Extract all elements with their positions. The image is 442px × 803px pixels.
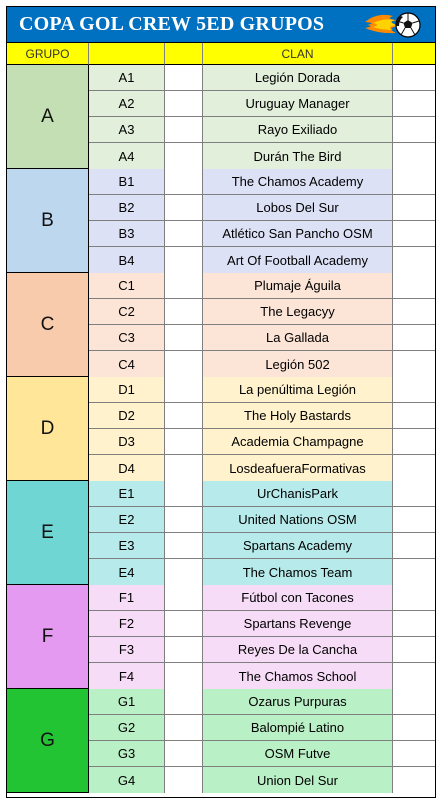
team-code-cell: G2 xyxy=(89,715,165,741)
empty-cell xyxy=(165,507,203,533)
clan-name-cell: Uruguay Manager xyxy=(203,91,393,117)
group-block-d xyxy=(7,377,435,481)
team-row xyxy=(89,481,435,507)
team-code-cell: A1 xyxy=(89,65,165,91)
empty-cell xyxy=(165,117,203,143)
header-code-blank xyxy=(89,43,165,65)
team-code-cell: G3 xyxy=(89,741,165,767)
empty-cell xyxy=(165,221,203,247)
clan-name-cell: The Legacyy xyxy=(203,299,393,325)
team-code-cell: E2 xyxy=(89,507,165,533)
empty-cell xyxy=(393,533,435,559)
empty-cell xyxy=(165,455,203,481)
team-row xyxy=(89,533,435,559)
team-row xyxy=(89,689,435,715)
team-code-cell: A2 xyxy=(89,91,165,117)
empty-cell xyxy=(165,247,203,273)
group-block-e xyxy=(7,481,435,585)
empty-cell xyxy=(165,689,203,715)
empty-cell xyxy=(165,351,203,377)
empty-cell xyxy=(393,325,435,351)
empty-cell xyxy=(165,403,203,429)
clan-name-cell: Balompié Latino xyxy=(203,715,393,741)
header-blank-right xyxy=(393,43,435,65)
team-code-cell: C2 xyxy=(89,299,165,325)
empty-cell xyxy=(165,741,203,767)
team-row xyxy=(89,429,435,455)
empty-cell xyxy=(393,559,435,585)
group-letter-cell: E xyxy=(7,481,89,584)
team-row xyxy=(89,169,435,195)
team-code-cell: G1 xyxy=(89,689,165,715)
empty-cell xyxy=(165,299,203,325)
sheet-title: COPA GOL CREW 5ED GRUPOS xyxy=(19,13,325,35)
empty-cell xyxy=(393,117,435,143)
team-row xyxy=(89,585,435,611)
team-code-cell: F4 xyxy=(89,663,165,689)
team-code-cell: B4 xyxy=(89,247,165,273)
team-row xyxy=(89,143,435,169)
empty-cell xyxy=(393,715,435,741)
team-row xyxy=(89,715,435,741)
team-code-cell: D3 xyxy=(89,429,165,455)
team-code-cell: D1 xyxy=(89,377,165,403)
clan-name-cell: Fútbol con Tacones xyxy=(203,585,393,611)
group-block-g xyxy=(7,689,435,793)
empty-cell xyxy=(393,481,435,507)
team-row xyxy=(89,559,435,585)
flaming-soccer-ball-icon xyxy=(363,10,423,40)
team-code-cell: A3 xyxy=(89,117,165,143)
team-code-cell: F2 xyxy=(89,611,165,637)
team-code-cell: E1 xyxy=(89,481,165,507)
team-code-cell: G4 xyxy=(89,767,165,793)
clan-name-cell: The Chamos Team xyxy=(203,559,393,585)
team-code-cell: F3 xyxy=(89,637,165,663)
empty-cell xyxy=(393,637,435,663)
team-row xyxy=(89,299,435,325)
header-grupo: GRUPO xyxy=(7,43,89,65)
empty-cell xyxy=(393,221,435,247)
clan-name-cell: Spartans Academy xyxy=(203,533,393,559)
clan-name-cell: LosdeafueraFormativas xyxy=(203,455,393,481)
team-code-cell: C1 xyxy=(89,273,165,299)
team-row xyxy=(89,455,435,481)
empty-cell xyxy=(165,611,203,637)
group-letter-cell: B xyxy=(7,169,89,272)
empty-cell xyxy=(393,169,435,195)
clan-name-cell: La Gallada xyxy=(203,325,393,351)
empty-cell xyxy=(165,481,203,507)
clan-name-cell: United Nations OSM xyxy=(203,507,393,533)
empty-cell xyxy=(393,585,435,611)
team-row xyxy=(89,507,435,533)
clan-name-cell: The Chamos Academy xyxy=(203,169,393,195)
group-letter-cell: D xyxy=(7,377,89,480)
empty-cell xyxy=(165,559,203,585)
team-code-cell: E3 xyxy=(89,533,165,559)
team-row xyxy=(89,637,435,663)
empty-cell xyxy=(165,169,203,195)
team-code-cell: E4 xyxy=(89,559,165,585)
header-row xyxy=(7,43,435,65)
team-row xyxy=(89,351,435,377)
team-row xyxy=(89,767,435,793)
team-row xyxy=(89,247,435,273)
team-row xyxy=(89,195,435,221)
group-letter-cell: F xyxy=(7,585,89,688)
team-row xyxy=(89,741,435,767)
groups-sheet xyxy=(6,6,436,798)
clan-name-cell: UrChanisPark xyxy=(203,481,393,507)
title-bar xyxy=(7,7,435,43)
clan-name-cell: The Chamos School xyxy=(203,663,393,689)
team-code-cell: B2 xyxy=(89,195,165,221)
clan-name-cell: Rayo Exiliado xyxy=(203,117,393,143)
team-row xyxy=(89,611,435,637)
clan-name-cell: The Holy Bastards xyxy=(203,403,393,429)
empty-cell xyxy=(165,195,203,221)
empty-cell xyxy=(165,273,203,299)
empty-cell xyxy=(393,247,435,273)
empty-cell xyxy=(165,65,203,91)
empty-cell xyxy=(393,351,435,377)
team-row xyxy=(89,403,435,429)
empty-cell xyxy=(165,143,203,169)
header-clan: CLAN xyxy=(203,43,393,65)
empty-cell xyxy=(393,767,435,793)
empty-cell xyxy=(165,767,203,793)
team-code-cell: F1 xyxy=(89,585,165,611)
empty-cell xyxy=(393,65,435,91)
empty-cell xyxy=(165,663,203,689)
team-code-cell: C3 xyxy=(89,325,165,351)
clan-name-cell: Reyes De la Cancha xyxy=(203,637,393,663)
group-block-a xyxy=(7,65,435,169)
clan-name-cell: OSM Futve xyxy=(203,741,393,767)
empty-cell xyxy=(393,611,435,637)
empty-cell xyxy=(393,455,435,481)
team-code-cell: D2 xyxy=(89,403,165,429)
empty-cell xyxy=(165,585,203,611)
group-letter-cell: A xyxy=(7,65,89,168)
empty-cell xyxy=(393,403,435,429)
empty-cell xyxy=(393,507,435,533)
team-row xyxy=(89,663,435,689)
empty-cell xyxy=(393,429,435,455)
team-code-cell: B3 xyxy=(89,221,165,247)
team-row xyxy=(89,65,435,91)
empty-cell xyxy=(165,429,203,455)
empty-cell xyxy=(165,91,203,117)
clan-name-cell: Art Of Football Academy xyxy=(203,247,393,273)
group-block-b xyxy=(7,169,435,273)
team-row xyxy=(89,117,435,143)
clan-name-cell: Lobos Del Sur xyxy=(203,195,393,221)
clan-name-cell: Legión 502 xyxy=(203,351,393,377)
empty-cell xyxy=(393,377,435,403)
clan-name-cell: Durán The Bird xyxy=(203,143,393,169)
empty-cell xyxy=(393,741,435,767)
empty-cell xyxy=(393,299,435,325)
empty-cell xyxy=(393,689,435,715)
team-row xyxy=(89,273,435,299)
empty-cell xyxy=(165,325,203,351)
team-code-cell: C4 xyxy=(89,351,165,377)
clan-name-cell: Spartans Revenge xyxy=(203,611,393,637)
team-row xyxy=(89,377,435,403)
team-code-cell: B1 xyxy=(89,169,165,195)
clan-name-cell: Union Del Sur xyxy=(203,767,393,793)
team-row xyxy=(89,325,435,351)
empty-cell xyxy=(393,273,435,299)
header-blank xyxy=(165,43,203,65)
clan-name-cell: Plumaje Águila xyxy=(203,273,393,299)
team-row xyxy=(89,91,435,117)
clan-name-cell: Legión Dorada xyxy=(203,65,393,91)
empty-cell xyxy=(165,637,203,663)
empty-cell xyxy=(393,663,435,689)
clan-name-cell: Atlético San Pancho OSM xyxy=(203,221,393,247)
empty-cell xyxy=(393,143,435,169)
group-block-f xyxy=(7,585,435,689)
team-code-cell: A4 xyxy=(89,143,165,169)
groups-table xyxy=(7,65,435,793)
group-letter-cell: C xyxy=(7,273,89,376)
group-block-c xyxy=(7,273,435,377)
clan-name-cell: La penúltima Legión xyxy=(203,377,393,403)
team-code-cell: D4 xyxy=(89,455,165,481)
empty-cell xyxy=(165,533,203,559)
group-letter-cell: G xyxy=(7,689,89,792)
clan-name-cell: Ozarus Purpuras xyxy=(203,689,393,715)
empty-cell xyxy=(393,195,435,221)
team-row xyxy=(89,221,435,247)
empty-cell xyxy=(165,377,203,403)
empty-cell xyxy=(393,91,435,117)
clan-name-cell: Academia Champagne xyxy=(203,429,393,455)
empty-cell xyxy=(165,715,203,741)
